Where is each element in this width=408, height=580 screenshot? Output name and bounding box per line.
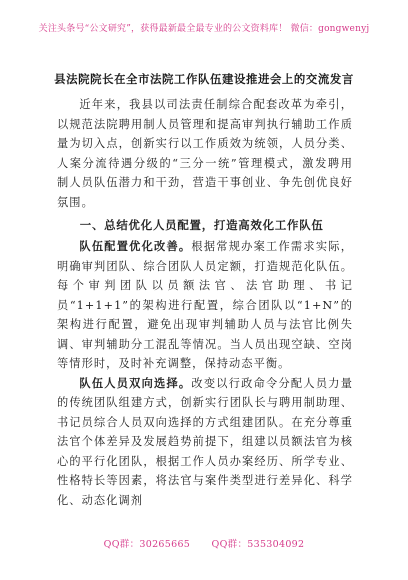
document-title: 县法院院长在全市法院工作队伍建设推进会上的交流发言 [54, 72, 354, 86]
paragraph-lead: 队伍配置优化改善。 [79, 239, 192, 253]
body-paragraph [57, 374, 353, 511]
paragraph-text: 根据常规办案工作需求实际，明确审判团队、综合团队人员定额，打造规范化队伍。每个审判团队以员额法官、法官助理、书记员“1+1+1”的架构进行配置，综合团队以“1+N”的架构进行配置，避免出现审判辅助人员与法官比例失调、审判辅助分工混乱等情况。当人员出现空缺、空岗等情形时，及时补充调整，保持动态平衡。 [57, 240, 353, 370]
paragraph-text: 改变以行政命令分配人员力量的传统团队组建方式，创新实行团队长与聘用制助理、书记员综合人员双向选择的方式组建团队。在充分尊重法官个体差异及发展趋势前提下，组建以员额法官为核心的平行化团队，根据工作人员办案经历、所学专业、性格特长等因素，将法官与案件类型进行差异化、科学化、动态化调剂 [57, 376, 353, 507]
body-paragraph [57, 237, 353, 374]
document-body [57, 95, 353, 510]
footer-contact [0, 536, 408, 550]
qq-group-2: QQ群：535304092 [211, 539, 305, 550]
intro-paragraph: 近年来，我县以司法责任制综合配套改革为牵引，以规范法院聘用制人员管理和提高审判执行辅助工作质量为切入点，创新实行以工作质效为统领，人员分类、人案分流待遇分级的“三分一统”管理模式，激发聘用制人员队伍潜力和干劲，营造干事创业、争先创优良好氛围。 [57, 98, 353, 209]
section-heading: 一、总结优化人员配置，打造高效化工作队伍 [79, 218, 324, 232]
paragraph-lead: 队伍人员双向选择。 [79, 375, 192, 390]
header-banner: 关注头条号“公文研究”，获得最新最全最专业的公文资料库！ 微信：gongwenyj [38, 24, 370, 34]
qq-group-1: QQ群：30265665 [103, 539, 191, 550]
